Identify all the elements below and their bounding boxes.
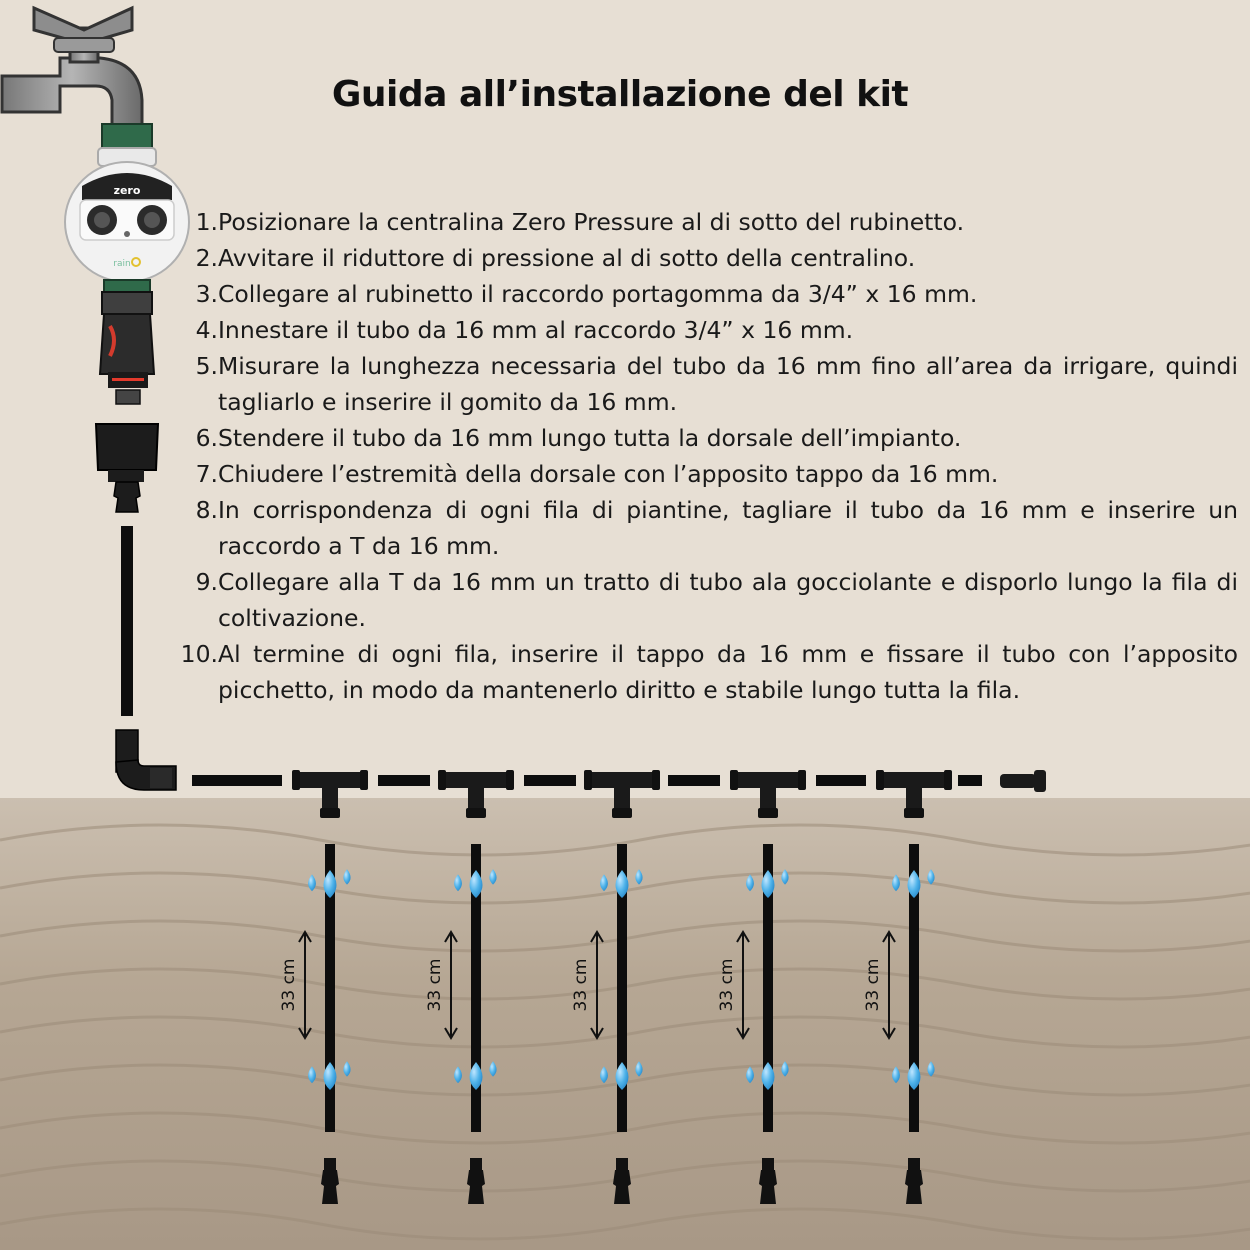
step-text: Al termine di ogni fila, inserire il tappo da 16 mm e fissare il tubo con l’apposito picchetto, in modo da mantenerlo diritto e stabile lungo tutta la fila. (218, 640, 1238, 704)
step-number: 6. (195, 424, 218, 452)
main-end-cap-icon (1000, 770, 1046, 792)
instruction-step (172, 276, 1238, 312)
spacing-label: 33 cm (717, 958, 737, 1012)
step-text: Innestare il tubo da 16 mm al raccordo 3/4” x 16 mm. (218, 316, 854, 344)
spacing-label: 33 cm (863, 958, 883, 1012)
step-number: 7. (195, 460, 218, 488)
step-number: 8. (195, 496, 218, 524)
svg-text:rain: rain (113, 259, 131, 269)
step-text: Posizionare la centralina Zero Pressure al di sotto del rubinetto. (218, 208, 965, 236)
step-text: Misurare la lunghezza necessaria del tubo da 16 mm fino all’area da irrigare, quindi tagliarlo e inserire il gomito da 16 mm. (218, 352, 1238, 416)
instruction-step (172, 348, 1238, 420)
controller-brand-label: zero (113, 184, 141, 197)
instruction-list (172, 204, 1238, 708)
step-text: Collegare alla T da 16 mm un tratto di tubo ala gocciolante e disporlo lungo la fila di coltivazione. (218, 568, 1238, 632)
elbow-fitting-icon (116, 730, 176, 790)
step-number: 1. (195, 208, 218, 236)
step-text: Avvitare il riduttore di pressione al di sotto della centralino. (218, 244, 916, 272)
instruction-step (172, 240, 1238, 276)
step-number: 4. (195, 316, 218, 344)
vertical-pipe (121, 526, 133, 716)
step-text: Stendere il tubo da 16 mm lungo tutta la dorsale dell’impianto. (218, 424, 962, 452)
step-number: 2. (195, 244, 218, 272)
step-text: In corrispondenza di ogni fila di piantine, tagliare il tubo da 16 mm e inserire un raccordo a T da 16 mm. (218, 496, 1238, 560)
instruction-step (172, 564, 1238, 636)
pressure-reducer-icon (100, 292, 154, 404)
instruction-step (172, 420, 1238, 456)
spacing-label: 33 cm (425, 958, 445, 1012)
instruction-step (172, 492, 1238, 564)
page-title: Guida all’installazione del kit (331, 74, 909, 115)
faucet-icon (2, 8, 142, 130)
step-text: Collegare al rubinetto il raccordo portagomma da 3/4” x 16 mm. (218, 280, 978, 308)
instruction-step (172, 456, 1238, 492)
step-text: Chiudere l’estremità della dorsale con l’apposito tappo da 16 mm. (218, 460, 999, 488)
instruction-step (172, 636, 1238, 708)
spacing-label: 33 cm (279, 958, 299, 1012)
step-number: 10. (180, 640, 218, 668)
instruction-step (172, 312, 1238, 348)
controller-icon (65, 124, 189, 294)
hose-adapter-icon (96, 424, 158, 512)
instruction-step (172, 204, 1238, 240)
step-number: 5. (195, 352, 218, 380)
spacing-label: 33 cm (571, 958, 591, 1012)
step-number: 3. (195, 280, 218, 308)
step-number: 9. (195, 568, 218, 596)
